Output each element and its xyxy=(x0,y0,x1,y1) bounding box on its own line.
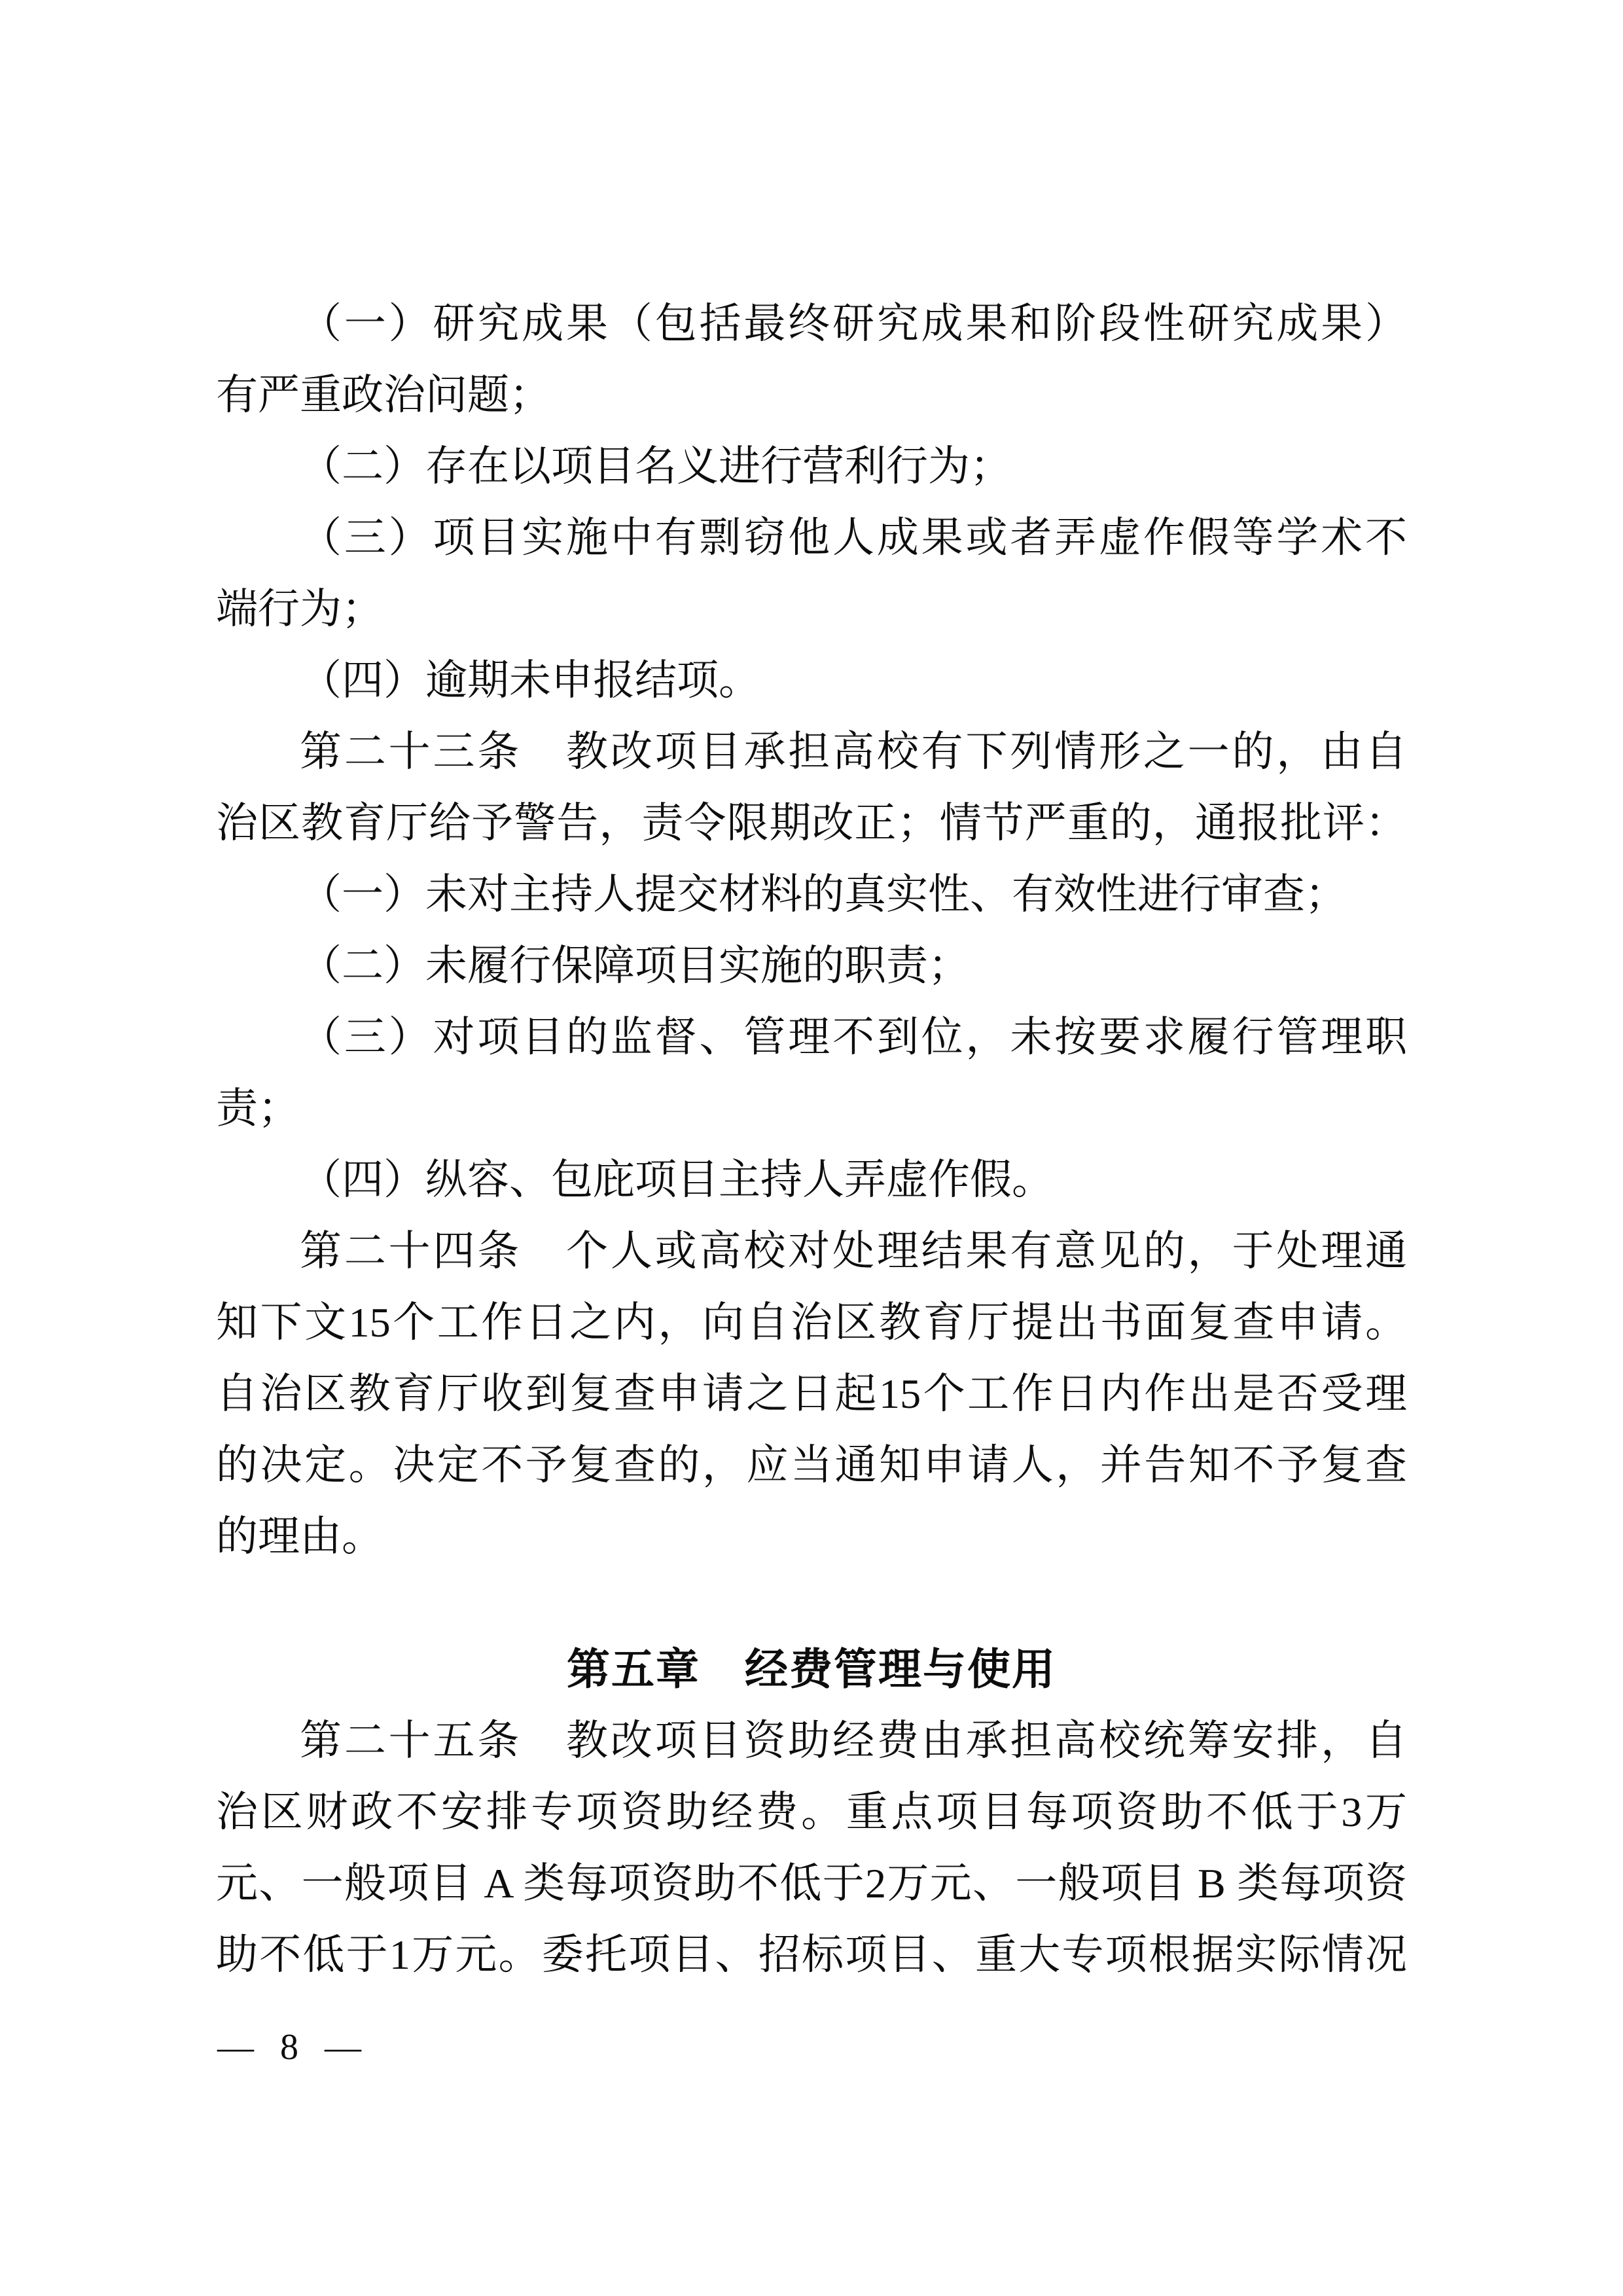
paragraph xyxy=(216,930,1407,1001)
page-footer xyxy=(217,2026,363,2068)
text-line: 的理由。 xyxy=(216,1513,383,1560)
paragraph-article-25 xyxy=(216,1705,1407,1990)
text-line: （二）存在以项目名义进行营利行为； xyxy=(300,443,1012,490)
paragraph xyxy=(216,288,1407,431)
page-number: — 8 — xyxy=(217,2027,363,2068)
paragraph xyxy=(216,1001,1407,1144)
text-line: （四）逾期未申报结项。 xyxy=(300,657,760,704)
text-line: 的决定。决定不予复查的，应当通知申请人，并告知不予复查 xyxy=(216,1442,1407,1488)
paragraph xyxy=(216,431,1407,502)
text-line: （三）项目实施中有剽窃他人成果或者弄虚作假等学术不 xyxy=(300,514,1407,561)
text-line: 有严重政治问题； xyxy=(216,372,551,418)
text-line: 第二十五条 教改项目资助经费由承担高校统筹安排，自 xyxy=(300,1717,1407,1764)
text-line: 治区教育厅给予警告，责令限期改正；情节严重的，通报批评： xyxy=(216,800,1407,846)
paragraph xyxy=(216,1144,1407,1215)
text-line: （一）研究成果（包括最终研究成果和阶段性研究成果） xyxy=(300,300,1407,347)
text-line: 元、一般项目 A 类每项资助不低于2万元、一般项目 B 类每项资 xyxy=(216,1860,1407,1907)
text-line: 第二十三条 教改项目承担高校有下列情形之一的，由自 xyxy=(300,728,1407,775)
text-line: （一）未对主持人提交材料的真实性、有效性进行审查； xyxy=(300,871,1347,918)
text-line: 端行为； xyxy=(216,586,383,632)
text-line: 知下文15个工作日之内，向自治区教育厅提出书面复查申请。 xyxy=(216,1299,1407,1346)
text-line: 助不低于1万元。委托项目、招标项目、重大专项根据实际情况 xyxy=(216,1931,1407,1978)
text-line: （四）纵容、包庇项目主持人弄虚作假。 xyxy=(300,1157,1054,1203)
document-body xyxy=(216,288,1407,1990)
chapter-heading: 第五章 经费管理与使用 xyxy=(567,1645,1056,1693)
text-line: 自治区教育厅收到复查申请之日起15个工作日内作出是否受理 xyxy=(216,1371,1407,1417)
text-line: （二）未履行保障项目实施的职责； xyxy=(300,942,970,989)
paragraph xyxy=(216,645,1407,716)
paragraph xyxy=(216,859,1407,930)
paragraph-article-24 xyxy=(216,1215,1407,1572)
text-line: 责； xyxy=(216,1085,300,1132)
text-line: （三）对项目的监督、管理不到位，未按要求履行管理职 xyxy=(300,1014,1407,1060)
paragraph-article-23 xyxy=(216,716,1407,859)
paragraph xyxy=(216,502,1407,645)
text-line: 治区财政不安排专项资助经费。重点项目每项资助不低于3万 xyxy=(216,1789,1407,1835)
text-line: 第二十四条 个人或高校对处理结果有意见的，于处理通 xyxy=(300,1228,1407,1274)
